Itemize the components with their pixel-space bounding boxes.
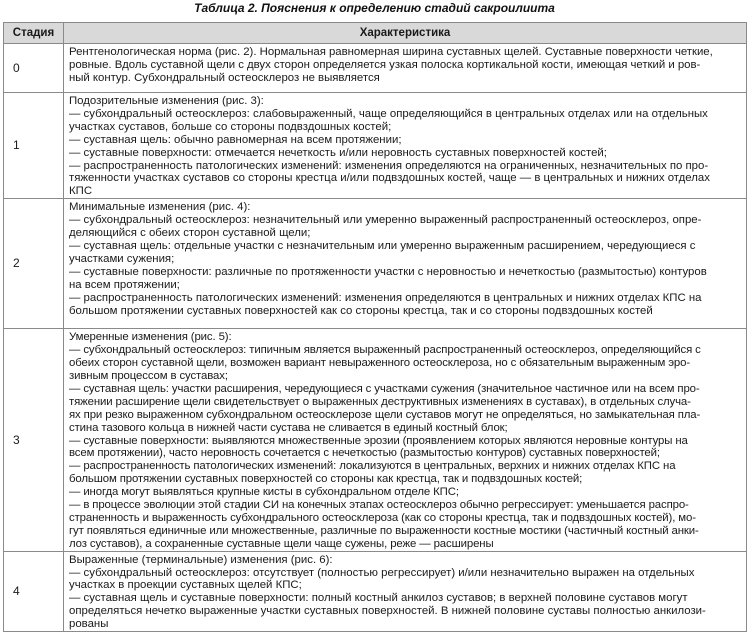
characteristic-line: ровные. Вдоль суставной щели с двух сторон определяется узкая полоска кортикальной кости, имеющая четкий и ров-: [69, 58, 701, 71]
characteristic-line: Рентгенологическая норма (рис. 2). Нормальная равномерная ширина суставных щелей. Суставные поверхности четкие,: [69, 46, 713, 58]
characteristic-line: — субхондральный остеосклероз: отсутствует (полностью регрессирует) и/или незначительно выражен на отдельных: [69, 566, 695, 579]
table-row: [4, 199, 747, 329]
characteristic-line: КПС: [69, 185, 93, 198]
table-row: [4, 44, 747, 93]
stage-cell: 0: [4, 44, 64, 93]
characteristic-line: — распространенность патологических изменений: изменения определяются в центральных и нижних отделах КПС на: [69, 291, 702, 304]
characteristic-line: тяженности участках суставов со стороны крестца и/или подвздошных костей, чаще — в центральных и нижних отделах: [69, 172, 710, 185]
characteristic-line: всем протяжении), часто неровность сочетается с нечеткостью (размытостью контуров) суставных поверхностей;: [69, 447, 660, 460]
characteristic-line: Умеренные изменения (рис. 5):: [69, 331, 232, 344]
characteristic-line: рованы: [69, 618, 109, 631]
characteristic-line: зивным процессом в суставах;: [69, 369, 228, 382]
characteristic-cell: [64, 551, 747, 631]
stage-cell: 2: [4, 199, 64, 329]
stage-cell: 1: [4, 93, 64, 199]
characteristic-cell: [64, 44, 747, 93]
characteristic-line: гут появляться единичные или множественные, различные по выраженности костные мостики (частичный костный анки-: [69, 524, 699, 537]
table-caption: Таблица 2. Пояснения к определению стадий сакроилиита: [194, 1, 555, 15]
characteristic-line: участках суставов, больше со стороны подвздошных костей;: [69, 120, 392, 133]
characteristic-line: — иногда могут выявляться крупные кисты в субхондральном отделе КПС;: [69, 486, 459, 499]
characteristic-line: тяжении расширение щели свидетельствует о выраженных деструктивных изменениях в суставах), в отдельных случа-: [69, 395, 691, 408]
characteristic-line: — суставные поверхности: отмечается нечеткость и/или неровность суставных поверхностей костей;: [69, 146, 607, 159]
characteristic-line: определяться нечетко выраженные участки суставных поверхностей. В нижней половине суставы полностью анкилози-: [69, 605, 706, 618]
characteristic-line: — субхондральный остеосклероз: типичным является выраженный распространенный остеосклероз, определяющийся с: [69, 344, 701, 357]
characteristic-cell: [64, 199, 747, 329]
characteristic-line: ях при резко выраженном субхондральном остеосклерозе щели суставов могут не определяться, но замыкательная пла-: [69, 408, 701, 421]
characteristic-line: участках в проекции суставных щелей КПС;: [69, 579, 302, 592]
characteristic-line: — субхондральный остеосклероз: незначительный или умеренно выраженный распространенный остеосклероз, опре-: [69, 214, 702, 227]
characteristic-line: — суставные поверхности: выявляются множественные эрозии (проявлением которых являются неровные контуры на: [69, 434, 688, 447]
table-header-row: [4, 23, 747, 44]
header-stage: Стадия: [4, 23, 64, 44]
characteristic-line: большом протяжении суставных поверхностей со стороны как крестца, так и подвздошных костей;: [69, 473, 583, 486]
characteristic-line: Минимальные изменения (рис. 4):: [69, 201, 251, 214]
characteristic-cell: [64, 93, 747, 199]
characteristic-line: Подозрительные изменения (рис. 3):: [69, 95, 264, 107]
characteristic-line: Выраженные (терминальные) изменения (рис. 6):: [69, 553, 333, 566]
characteristic-line: — суставная щель: отдельные участки с незначительным или умеренно выраженным расширением, чередующиеся с: [69, 239, 696, 252]
characteristic-line: стина тазового кольца в нижней части сустава не сливается в единый костный блок;: [69, 421, 508, 434]
characteristic-line: — суставные поверхности: различные по протяженности участки с неровностью и нечеткостью (размытостью) контуров: [69, 265, 707, 278]
characteristic-line: — в процессе эволюции этой стадии СИ на конечных этапах остеосклероз обычно регрессирует: уменьшается распро-: [69, 499, 689, 512]
characteristic-line: деляющийся с обеих сторон суставной щели;: [69, 227, 311, 240]
stage-cell: 3: [4, 329, 64, 551]
characteristic-line: участками сужения;: [69, 252, 175, 265]
table-body: [4, 44, 747, 632]
table-row: [4, 329, 747, 551]
table-row: [4, 551, 747, 631]
header-characteristic: Характеристика: [64, 23, 747, 44]
characteristic-line: ный контур. Субхондральный остеосклероз не выявляется: [69, 71, 380, 84]
characteristic-line: на всем протяжении;: [69, 278, 180, 291]
characteristic-line: — суставная щель и суставные поверхности: полный костный анкилоз суставов; в верхней половине суставов могут: [69, 592, 688, 605]
characteristic-cell: [64, 329, 747, 551]
stage-cell: 4: [4, 551, 64, 631]
table-row: [4, 93, 747, 199]
characteristic-line: — распространенность патологических изменений: локализуются в центральных, верхних и нижних отделах КПС на: [69, 460, 676, 473]
stages-table: [3, 22, 747, 632]
characteristic-line: — субхондральный остеосклероз: слабовыраженный, чаще определяющийся в центральных отделах или на отдельных: [69, 107, 708, 120]
characteristic-line: большом протяжении суставных поверхностей как со стороны крестца, так и со стороны подвздошных костей: [69, 304, 653, 317]
characteristic-line: лоз суставов), а сохраненные суставные щели чаще сужены, реже — расширены: [69, 537, 494, 550]
characteristic-line: обеих сторон суставной щели, возможен вариант невыраженного остеосклероза, но с обязательным выраженным эро-: [69, 357, 691, 370]
characteristic-line: — суставная щель: обычно равномерная на всем протяжении;: [69, 133, 402, 146]
characteristic-line: — суставная щель: участки расширения, чередующиеся с участками сужения (значительное частичное или на всем про-: [69, 382, 700, 395]
characteristic-line: — распространенность патологических изменений: изменения определяются на ограниченных, незначительных по про-: [69, 159, 709, 172]
characteristic-line: страненность и выраженность субхондрального остеосклероза (как со стороны крестца, так и подвздошных костей), мо-: [69, 511, 696, 524]
